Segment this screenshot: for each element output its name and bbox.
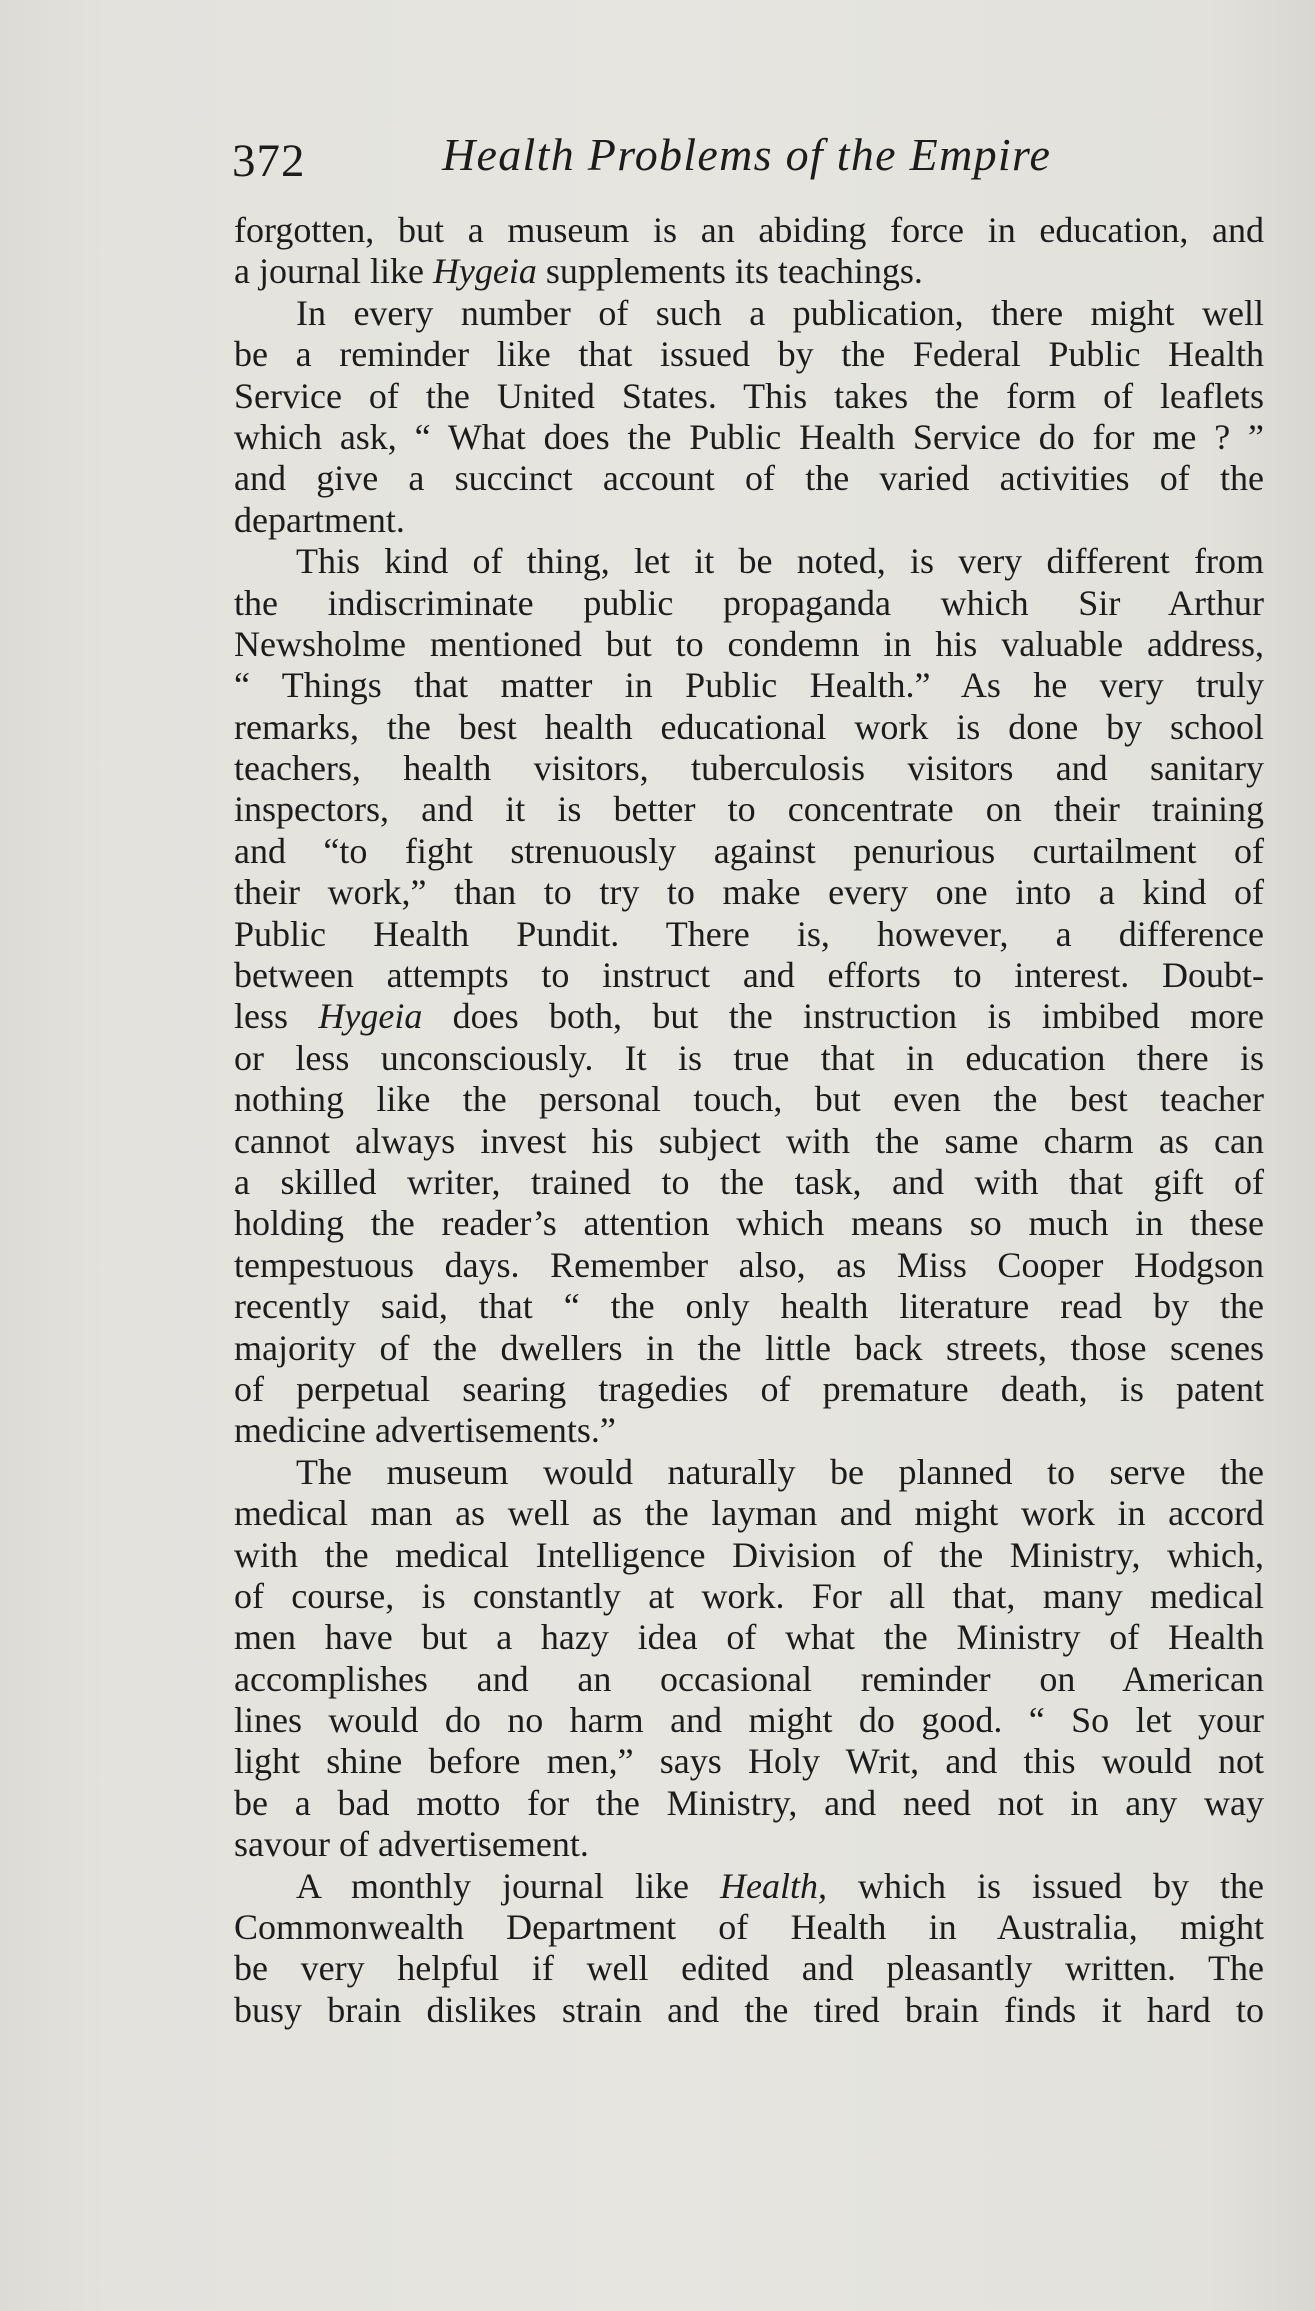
text-line (234, 1038, 1264, 1079)
text-run: recently said, that “ the only health literature read by the (234, 1286, 1264, 1327)
text-line (234, 458, 1264, 499)
text-run: lines would do no harm and might do good. “ So let your (234, 1700, 1264, 1741)
text-run: a skilled writer, trained to the task, and with that gift of (234, 1161, 1264, 1202)
text-run: In every number of such a publication, there might well (296, 292, 1264, 333)
text-line (234, 1203, 1264, 1244)
text-line (234, 210, 1264, 251)
text-line (234, 914, 1264, 955)
text-run: a journal like (234, 251, 433, 292)
text-line (234, 1824, 1264, 1865)
text-run: majority of the dwellers in the little back streets, those scenes (234, 1327, 1264, 1368)
text-run: cannot always invest his subject with the same charm as can (234, 1120, 1264, 1161)
text-run: forgotten, but a museum is an abiding force in education, and (234, 210, 1264, 250)
text-line (234, 1121, 1264, 1162)
text-line (234, 1328, 1264, 1369)
text-run: medical man as well as the layman and might work in accord (234, 1493, 1264, 1534)
text-line (234, 541, 1264, 582)
text-line (234, 748, 1264, 789)
running-title: Health Problems of the Empire (442, 129, 1052, 180)
text-run: light shine before men,” says Holy Writ, and this would not (234, 1741, 1264, 1782)
text-line (234, 500, 1264, 541)
text-line (234, 293, 1264, 334)
text-line (234, 872, 1264, 913)
text-run: A monthly journal like (296, 1865, 720, 1906)
text-run: Commonwealth Department of Health in Australia, might (234, 1907, 1264, 1948)
text-run: their work,” than to try to make every one into a kind of (234, 872, 1264, 913)
text-line (234, 1162, 1264, 1203)
text-line (234, 1452, 1264, 1493)
text-line (234, 1410, 1264, 1451)
text-line (234, 665, 1264, 706)
text-run: medicine advertisements.” (234, 1410, 616, 1451)
text-run: with the medical Intelligence Division of the Ministry, which, (234, 1534, 1264, 1575)
italic-title: Hygeia (318, 996, 423, 1037)
text-line (234, 1079, 1264, 1120)
text-run: remarks, the best health educational work is done by school (234, 706, 1264, 747)
text-line (234, 831, 1264, 872)
text-line (234, 334, 1264, 375)
text-line (234, 955, 1264, 996)
text-run: savour of advertisement. (234, 1824, 589, 1865)
text-line (234, 251, 1264, 292)
text-run: “ Things that matter in Public Health.” As he very truly (234, 665, 1264, 706)
text-run: of perpetual searing tragedies of premature death, is patent (234, 1368, 1264, 1409)
text-line (234, 1617, 1264, 1658)
text-run: does both, but the instruction is imbibed more (422, 996, 1265, 1037)
page-number: 372 (232, 135, 306, 187)
running-head (232, 128, 1092, 198)
text-run: teachers, health visitors, tuberculosis visitors and sanitary (234, 748, 1264, 789)
text-run: Service of the United States. This takes the form of leaflets (234, 375, 1264, 416)
text-run: Public Health Pundit. There is, however, a difference (234, 913, 1264, 954)
text-run: men have but a hazy idea of what the Ministry of Health (234, 1617, 1264, 1658)
text-run: Newsholme mentioned but to condemn in his valuable address, (234, 623, 1264, 664)
text-run: and give a succinct account of the varied activities of the (234, 458, 1264, 499)
text-line (234, 1576, 1264, 1617)
text-line (234, 1493, 1264, 1534)
text-line (234, 1535, 1264, 1576)
text-run: accomplishes and an occasional reminder on American (234, 1658, 1264, 1699)
text-line (234, 1286, 1264, 1327)
text-line (234, 789, 1264, 830)
text-run: be very helpful if well edited and pleasantly written. The (234, 1948, 1264, 1989)
text-line (234, 1907, 1264, 1948)
text-line (234, 1948, 1264, 1989)
text-run: holding the reader’s attention which means so much in these (234, 1203, 1264, 1244)
text-run: This kind of thing, let it be noted, is very different from (296, 541, 1264, 582)
text-run: nothing like the personal touch, but even the best teacher (234, 1079, 1264, 1120)
text-line (234, 707, 1264, 748)
text-line (234, 417, 1264, 458)
text-run: inspectors, and it is better to concentrate on their training (234, 789, 1264, 830)
text-run: which ask, “ What does the Public Health Service do for me ? ” (234, 416, 1264, 457)
text-line (234, 583, 1264, 624)
italic-title: Health, (720, 1865, 827, 1906)
text-run: busy brain dislikes strain and the tired brain finds it hard to (234, 1989, 1264, 2030)
text-line (234, 1866, 1264, 1907)
text-run: tempestuous days. Remember also, as Miss Cooper Hodgson (234, 1244, 1264, 1285)
text-run: or less unconsciously. It is true that in education there is (234, 1037, 1264, 1078)
text-run: and “to fight strenuously against penurious curtailment of (234, 830, 1264, 871)
text-run: the indiscriminate public propaganda which Sir Arthur (234, 582, 1264, 623)
text-line (234, 1741, 1264, 1782)
text-line (234, 376, 1264, 417)
text-line (234, 1659, 1264, 1700)
text-run: department. (234, 499, 405, 540)
body-text (234, 210, 1264, 2031)
text-line (234, 1700, 1264, 1741)
text-line (234, 1990, 1264, 2031)
text-line (234, 1245, 1264, 1286)
text-run: less (234, 996, 319, 1037)
italic-title: Hygeia (432, 251, 537, 292)
text-line (234, 1783, 1264, 1824)
text-run: The museum would naturally be planned to serve the (296, 1451, 1264, 1492)
text-line (234, 624, 1264, 665)
text-run: be a bad motto for the Ministry, and need not in any way (234, 1782, 1264, 1823)
text-run: be a reminder like that issued by the Federal Public Health (234, 334, 1264, 375)
text-line (234, 1369, 1264, 1410)
text-line (234, 996, 1264, 1037)
text-run: which is issued by the (826, 1865, 1264, 1906)
text-run: supplements its teachings. (536, 251, 923, 292)
text-run: between attempts to instruct and efforts to interest. Doubt- (234, 955, 1264, 996)
text-run: of course, is constantly at work. For all that, many medical (234, 1575, 1264, 1616)
